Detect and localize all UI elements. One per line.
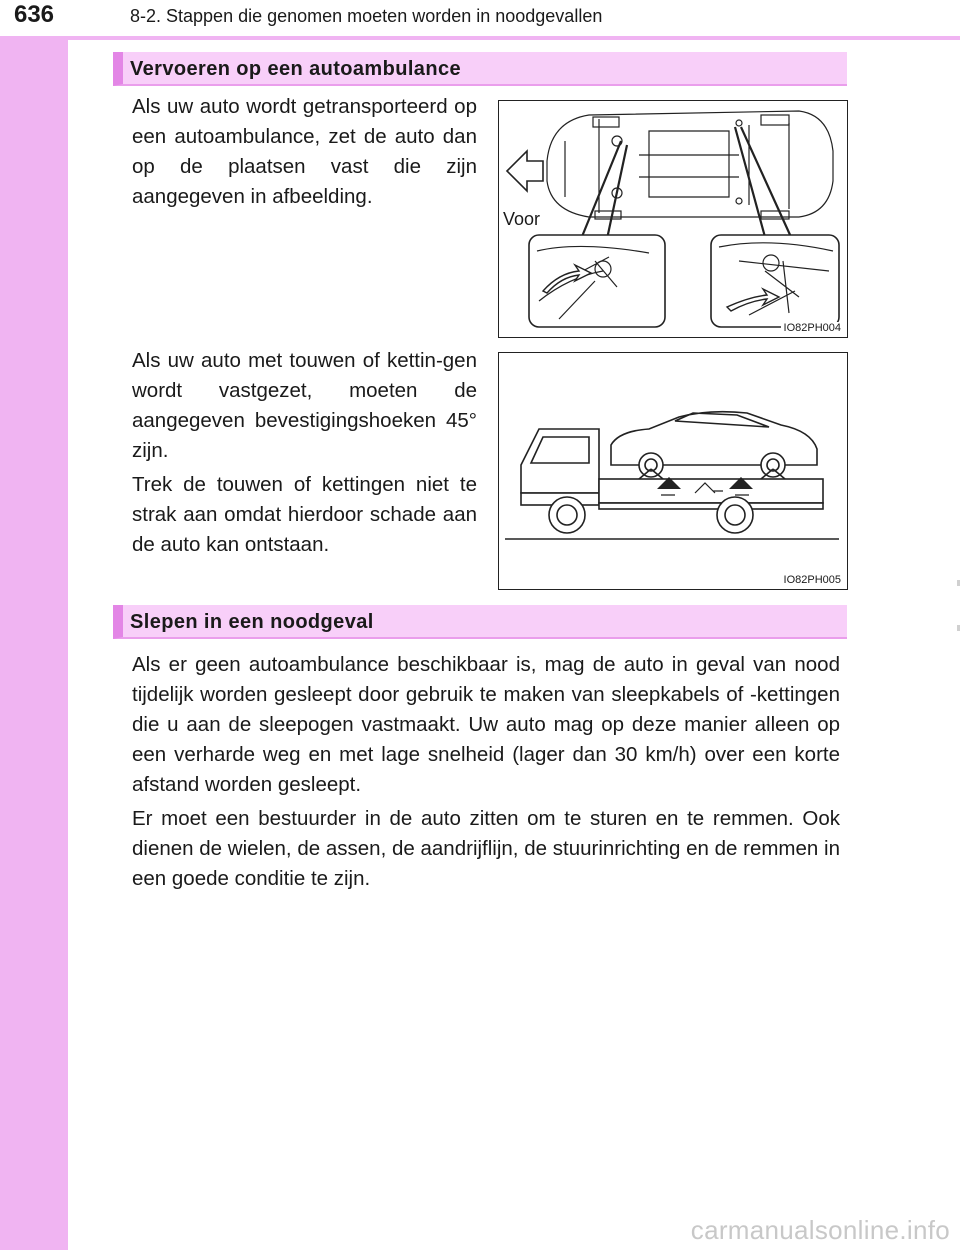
side-color-strip (0, 0, 68, 1250)
paragraph-tension: Trek de touwen of kettingen niet te strak aan omdat hierdoor schade aan de auto kan ontstaan. (132, 473, 477, 556)
figure-code: IO82PH005 (781, 574, 844, 587)
paragraph-transport-intro: Als uw auto wordt getransporteerd op een autoambulance, zet de auto dan op de plaatsen vast die zijn aangegeven in afbeelding. (132, 95, 477, 208)
truck-diagram (499, 353, 847, 589)
underbody-diagram (499, 101, 847, 337)
figure-tie-down-points (498, 100, 848, 338)
section-heading-towing (113, 605, 847, 639)
figure-truck-transport (498, 352, 848, 590)
page-number: 636 (0, 0, 68, 32)
paragraph-angle: Als uw auto met touwen of kettin-gen wordt vastgezet, moeten de aangegeven bevestigingshoeken 45° zijn. (132, 349, 477, 462)
running-head: 8-2. Stappen die genomen moeten worden in noodgevallen (130, 6, 603, 26)
paragraph-driver-requirement: Er moet een bestuurder in de auto zitten om te sturen en te remmen. Ook dienen de wielen, de assen, de aandrijflijn, de stuurinrichting en de remmen in een goede conditie te zijn. (132, 807, 840, 890)
paragraph-towing-conditions: Als er geen autoambulance beschikbaar is, mag de auto in geval van nood tijdelijk worden gesleept door gebruik te maken van sleepkabels of -kettingen die u aan de sleepogen vastmaakt. Uw auto mag op deze manier alleen op een verharde weg en met lage snelheid (lager dan 30 km/h) over een korte afstand worden gesleept. (132, 653, 840, 796)
section-heading-text: Slepen in een noodgeval (130, 611, 374, 633)
section-heading-transport (113, 52, 847, 86)
watermark: carmanualsonline.info (690, 1215, 950, 1245)
figure-code: IO82PH004 (781, 322, 844, 335)
section-heading-text: Vervoeren op een autoambulance (130, 58, 461, 80)
front-label: Voor (503, 209, 541, 229)
header-rule (68, 36, 960, 40)
